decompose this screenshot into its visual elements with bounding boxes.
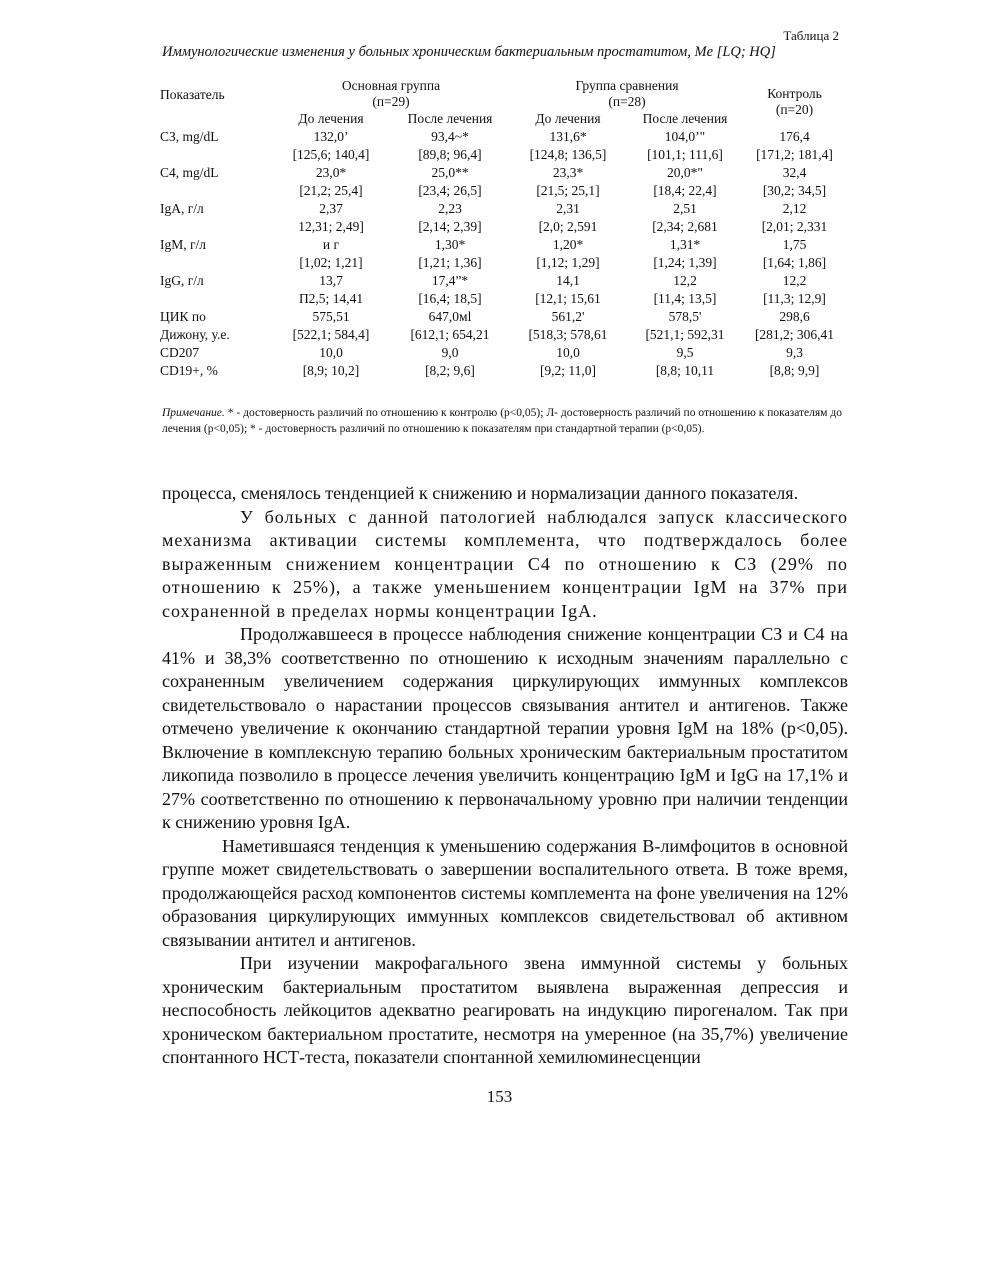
cell-range [160,290,272,308]
table-row [160,128,845,164]
cell-value: 12,2 [673,273,697,288]
cell-range: [89,8; 96,4] [418,147,482,162]
cell-value: 23,3* [552,165,584,180]
cell-range: [612,1; 654,21 [410,327,490,342]
cell-value: 1,30* [434,237,466,252]
cell-range: [522,1; 584,4] [292,327,370,342]
cell-range: [1,02; 1,21] [299,255,363,270]
header-comparison-group-label: Группа сравнения [575,78,679,93]
table-row [160,164,845,200]
cell-value: 12,2 [782,273,807,288]
cell-range [160,182,272,200]
cell-value: 13,7 [319,273,343,288]
cell-value: и г [322,237,340,252]
paragraph-3: Продолжавшееся в процессе наблюдения снижение концентрации СЗ и С4 на 41% и 38,3% соответственно по отношению к исходным значениям параллельно с сохраненным увеличением содержания циркулирующих иммунных комплексов свидетельствовало о нарастании процессов связывания антител и антигенов. Также отмечено увеличение к окончанию стандартной терапии уровня IgM на 18% (р<0,05). Включение в комплексную терапию больных хроническим бактериальным простатитом ликопида позволило в процессе лечения увеличить концентрацию IgM и IgG на 17,1% и 27% соответственно по отношению к первоначальному уровню при наличии тенденции к снижению уровня IgA. [162,624,848,832]
cell-control [744,344,845,380]
cell-label [160,344,272,380]
cell-value: 9,3 [786,345,803,360]
immunology-table [160,78,845,380]
cell-control [744,164,845,200]
cell-main-before [272,272,390,308]
table-note [162,405,842,437]
table-row [160,344,845,380]
cell-value: 10,0 [319,345,343,360]
cell-range: [1,21; 1,36] [418,255,482,270]
cell-range: [8,9; 10,2] [302,363,360,378]
cell-value: 578,5' [668,309,702,324]
cell-range: [8,8; 9,9] [769,363,820,378]
cell-value: 132,0’ [313,129,349,144]
cell-label [160,308,272,344]
cell-label [160,236,272,272]
cell-range [160,146,272,164]
paragraph-4: Наметившаяся тенденция к уменьшению содержания В-лимфоцитов в основной группе может свидетельствовать о завершении воспалительного ответа. В тоже время, продолжающейся расход компонентов системы комплемента на фоне увеличения на 12% образования циркулирующих иммунных комплексов свидетельствовал об активном связывании антител и антигенов. [162,835,848,950]
header-control-n: (п=20) [775,102,814,117]
cell-value: С4, mg/dL [160,165,219,180]
cell-range: [124,8; 136,5] [529,147,607,162]
header-main-group-label: Основная группа [341,78,441,93]
cell-comp-after [626,272,744,308]
table-row [160,200,845,236]
cell-main-after [390,236,510,272]
cell-range: [21,2; 25,4] [299,183,363,198]
cell-value: 1,31* [669,237,701,252]
cell-value: 131,6* [549,129,587,144]
paragraph-5: При изучении макрофагального звена иммунной системы у больных хроническим бактериальным простатитом выявлена выраженная депрессия и неспособность лейкоцитов адекватно реагировать на индукцию пирогеналом. Так при хроническом бактериальном простатите, несмотря на умеренное (на 35,7%) увеличение спонтанного НСТ-теста, показатели спонтанной хемилюминесценции [162,953,848,1067]
cell-range: [18,4; 22,4] [653,183,717,198]
header-comparison-group [510,78,744,110]
cell-control [744,236,845,272]
cell-value: CD207 [160,345,200,360]
cell-value: 2,31 [556,201,580,216]
cell-main-before [272,128,390,164]
cell-comp-after [626,200,744,236]
cell-label [160,128,272,164]
cell-value: 575,51 [312,309,350,324]
cell-value: 17,4”* [431,273,469,288]
cell-main-after [390,164,510,200]
cell-range: [1,12; 1,29] [536,255,600,270]
cell-range: [11,4; 13,5] [653,291,717,306]
cell-value: IgM, г/л [160,237,207,252]
cell-value: 298,6 [779,309,810,324]
cell-range: [518,3; 578,61 [528,327,608,342]
cell-range: [281,2; 306,41 [754,327,835,342]
cell-main-after [390,200,510,236]
cell-main-after [390,308,510,344]
cell-range: CD19+, % [160,363,218,378]
header-control [744,78,845,128]
cell-range: Дижону, у.е. [160,327,230,342]
cell-comp-before [510,128,626,164]
cell-value: 2,37 [319,201,343,216]
cell-range: [8,2; 9,6] [425,363,475,378]
cell-comp-before [510,200,626,236]
cell-range: [1,24; 1,39] [653,255,717,270]
cell-range: [8,8; 10,11 [655,363,715,378]
cell-comp-before [510,308,626,344]
header-comp-after: После лечения [642,111,728,126]
cell-label [160,164,272,200]
cell-value: 32,4 [782,165,807,180]
note-label: Примечание. [162,407,225,419]
cell-main-before [272,344,390,380]
cell-comp-after [626,344,744,380]
cell-range [160,218,272,236]
cell-range: 12,31; 2,49] [298,219,364,234]
cell-value: IgG, г/л [160,273,204,288]
cell-control [744,200,845,236]
header-comp-before: До лечения [535,111,601,126]
table-number: Таблица 2 [783,28,839,43]
body-text [162,482,848,1070]
cell-main-before [272,236,390,272]
table-row [160,236,845,272]
header-control-label: Контроль [767,86,822,101]
cell-range: [2,14; 2,39] [418,219,482,234]
cell-main-before [272,308,390,344]
cell-range: [2,34; 2,681 [652,219,718,234]
cell-control [744,272,845,308]
cell-value: 93,4~* [431,129,469,144]
cell-range: [171,2; 181,4] [756,147,833,162]
cell-range: [23,4; 26,5] [418,183,482,198]
cell-range: [1,64; 1,86] [762,255,827,270]
cell-range: [2,0; 2,591 [538,219,598,234]
table-row [160,308,845,344]
cell-label [160,200,272,236]
cell-range: [101,1; 111,6] [647,147,723,162]
header-main-group-n: (п=29) [372,94,410,109]
table-row [160,272,845,308]
page-number: 153 [486,1087,513,1106]
cell-main-before [272,164,390,200]
cell-value: IgA, г/л [160,201,204,216]
cell-value: СЗ, mg/dL [160,129,219,144]
cell-comp-after [626,128,744,164]
header-comparison-group-n: (п=28) [608,94,646,109]
cell-range [160,254,272,272]
cell-range: [9,2; 11,0] [539,363,597,378]
paragraph-2: У больных с данной патологией наблюдался запуск классического механизма активации системы комплемента, что подтверждалось более выраженным снижением концентрации С4 по отношению к СЗ (29% по отношению к 25%), а также уменьшением концентрации IgM на 37% при сохраненной в пределах нормы концентрации IgA. [162,506,848,621]
cell-value: 20,0*" [667,165,703,180]
cell-value: ЦИК по [160,309,206,324]
header-main-after: После лечения [407,111,493,126]
cell-main-after [390,344,510,380]
cell-label [160,272,272,308]
cell-comp-after [626,308,744,344]
cell-range: [521,1; 592,31 [645,327,725,342]
cell-control [744,128,845,164]
paragraph-1: процесса, сменялось тенденцией к снижению и нормализации данного показателя. [162,483,799,503]
table-header-row-groups [160,78,845,110]
cell-value: 561,2' [551,309,585,324]
cell-value: 14,1 [556,273,580,288]
header-main-group [272,78,510,110]
header-indicator: Показатель [160,87,225,102]
cell-range: П2,5; 14,41 [298,291,364,306]
cell-value: 647,0мl [428,309,472,324]
cell-value: 9,5 [676,345,694,360]
cell-comp-before [510,164,626,200]
cell-main-after [390,272,510,308]
cell-value: 23,0* [315,165,347,180]
cell-range: [21,5; 25,1] [536,183,600,198]
cell-main-after [390,128,510,164]
cell-range: [125,6; 140,4] [292,147,370,162]
cell-value: 25,0** [431,165,469,180]
table-title: Иммунологические изменения у больных хроническим бактериальным простатитом, Me [LQ; HQ] [162,44,776,60]
cell-value: 176,4 [779,129,810,144]
note-text: * - достоверность различий по отношению к контролю (р<0,05); Л- достоверность различий по отношению к показателям до лечения (р<0,05); * - достоверность различий по отношению к показателям при стандартной терапии (р<0,05). [162,407,842,435]
cell-comp-after [626,236,744,272]
cell-value: 104,0’" [664,129,706,144]
cell-comp-before [510,272,626,308]
cell-value: 2,51 [673,201,697,216]
header-main-before: До лечения [298,111,364,126]
cell-value: 2,12 [782,201,807,216]
cell-range: [12,1; 15,61 [535,291,601,306]
cell-range: [2,01; 2,331 [761,219,828,234]
cell-value: 1,75 [782,237,807,252]
cell-main-before [272,200,390,236]
cell-value: 9,0 [441,345,459,360]
cell-comp-after [626,164,744,200]
cell-value: 1,20* [552,237,584,252]
cell-range: [16,4; 18,5] [418,291,482,306]
cell-value: 2,23 [438,201,462,216]
cell-control [744,308,845,344]
cell-value: 10,0 [556,345,580,360]
cell-range: [30,2; 34,5] [762,183,827,198]
cell-range: [11,3; 12,9] [763,291,826,306]
cell-comp-before [510,344,626,380]
cell-comp-before [510,236,626,272]
